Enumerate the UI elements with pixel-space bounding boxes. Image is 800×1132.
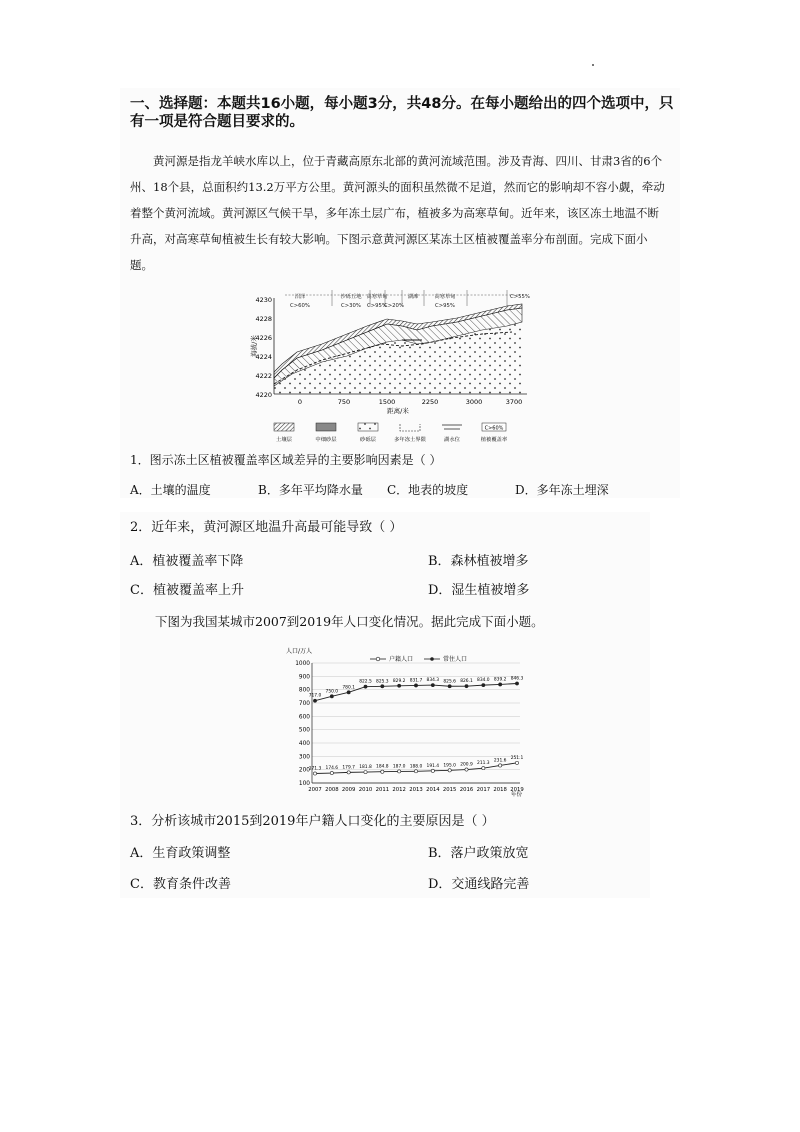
x-axis-label: 距离/米 [387, 407, 409, 415]
y-tick-label: 800 [298, 687, 310, 694]
population-line-chart [282, 645, 530, 800]
x-tick-label: 2014 [426, 787, 440, 793]
data-point [381, 685, 384, 688]
data-point [381, 770, 384, 773]
q2-option-d[interactable]: D．湿生植被增多 [428, 583, 530, 598]
y-tick-label: 1000 [295, 661, 310, 667]
x-tick-label: 2010 [358, 787, 373, 793]
x-tick-label: 3700 [505, 398, 523, 406]
x-tick-label: 2250 [421, 398, 439, 406]
x-tick-label: 2011 [375, 787, 390, 793]
y-tick-label: 900 [298, 674, 310, 681]
data-label: 179.7 [342, 765, 355, 771]
passage-yellow-river-source: 黄河源是指龙羊峡水库以上，位于青藏高原东北部的黄河流域范围。涉及青海、四川、甘肃3省的6个州、18个县，总面积约13.2万平方公里。黄河源头的面积虽然微不足道，然而它的影响却不容小觑，牵动着整个黄河流域。黄河源区气候干旱，多年冻土层广布，植被多为高寒草甸。近年来，该区冻土地温不断升高，对高寒草甸植被生长有较大影响。下图示意黄河源区某冻土区植被覆盖率分布剖面。完成下面小题。 [130, 154, 665, 272]
data-point [499, 683, 502, 686]
data-label: 200.9 [460, 762, 473, 768]
y-tick-label: 300 [298, 754, 310, 761]
data-point [499, 764, 502, 767]
data-label: 822.5 [359, 679, 372, 685]
data-point [414, 684, 417, 687]
data-point [347, 691, 350, 694]
y-tick-label: 4222 [255, 372, 272, 380]
zone-cover: C>95% [435, 303, 455, 309]
q1-option-d[interactable]: D．多年冻土埋深 [515, 483, 609, 497]
legend-label: 中细砂层 [315, 437, 337, 443]
x-tick-label: 2015 [442, 787, 457, 793]
data-label: 188.0 [409, 764, 423, 770]
y-tick-label: 4230 [255, 296, 272, 304]
data-label: 846.3 [510, 676, 524, 682]
legend-series-2: 常住人口 [443, 656, 468, 663]
q3-option-b[interactable]: B．落户政策放宽 [428, 846, 529, 861]
y-tick-label: 400 [298, 741, 310, 747]
zone-name: C>20% [384, 303, 404, 309]
question-3-stem: 3．分析该城市2015到2019年户籍人口变化的主要原因是（ ） [130, 814, 495, 829]
data-point [313, 699, 316, 702]
x-tick-label: 2012 [392, 787, 406, 793]
x-tick-label: 2019 [510, 787, 524, 793]
data-point [313, 772, 316, 775]
question-2-stem: 2．近年来，黄河源区地温升高最可能导致（ ） [130, 520, 403, 535]
x-tick-label: 2013 [409, 787, 423, 793]
data-label: 717.0 [308, 693, 322, 699]
data-point [482, 767, 485, 770]
data-label: 184.8 [376, 764, 389, 770]
legend-label: 土壤层 [276, 437, 292, 443]
y-tick-label: 4226 [255, 334, 272, 342]
q3-option-d[interactable]: D．交通线路完善 [428, 877, 530, 892]
data-label: 834.3 [426, 678, 440, 684]
legend-label: 湖水位 [444, 437, 460, 443]
zone-cover: C>60% [290, 303, 310, 309]
data-label: 174.6 [325, 766, 339, 772]
zone-header [285, 290, 530, 309]
passage-population: 下图为我国某城市2007到2019年人口变化情况。据此完成下面小题。 [155, 614, 544, 629]
legend-label: 砂砾层 [360, 437, 376, 443]
chart-y-axis-label: 人口/万人 [286, 648, 313, 655]
data-point [364, 770, 367, 773]
data-label: 251.1 [510, 755, 524, 761]
svg-text:海拔/米: 海拔/米 [250, 335, 258, 357]
data-label: 187.0 [392, 764, 406, 770]
y-tick-label: 700 [298, 701, 310, 707]
y-tick-label: 100 [298, 781, 310, 787]
data-point [482, 684, 485, 687]
legend-label: 多年冻土界限 [394, 437, 426, 443]
data-point [448, 685, 451, 688]
zone-name: 高寒草甸 [366, 294, 388, 300]
data-point [330, 771, 333, 774]
data-point [330, 695, 333, 698]
data-point [515, 761, 518, 764]
zone-name: C>55% [510, 294, 530, 300]
y-tick-label: 4224 [255, 353, 272, 361]
data-label: 834.0 [477, 678, 490, 684]
q2-option-b[interactable]: B．森林植被增多 [428, 554, 529, 569]
y-tick-label: 500 [298, 727, 310, 734]
data-label: 191.4 [426, 763, 440, 769]
data-point [431, 769, 434, 772]
data-label: 195.0 [443, 763, 456, 769]
y-tick-label: 4228 [255, 315, 272, 323]
data-point [398, 770, 401, 773]
x-tick-label: 0 [297, 398, 303, 406]
q3-option-a[interactable]: A．生育政策调整 [130, 846, 231, 861]
zone-cover: C>95% [367, 303, 387, 309]
data-label: 829.2 [392, 678, 406, 684]
zone-name: 湖滩 [407, 294, 419, 300]
legend-sample: C>60% [484, 425, 504, 432]
q2-option-c[interactable]: C．植被覆盖率上升 [130, 583, 244, 598]
zone-cover: C>30% [341, 303, 361, 309]
x-tick-label: 3000 [465, 398, 483, 406]
data-point [431, 683, 434, 686]
y-tick-label: 4220 [255, 391, 272, 399]
x-tick-label: 2018 [493, 787, 507, 793]
q3-option-c[interactable]: C．教育条件改善 [130, 877, 231, 892]
zone-name: 沼泽 [294, 294, 306, 300]
x-tick-label: 750 [337, 398, 351, 406]
data-label: 839.2 [493, 677, 507, 683]
data-label: 231.6 [493, 758, 507, 764]
data-point [465, 685, 468, 688]
data-point [414, 770, 417, 773]
y-tick-label: 600 [298, 714, 310, 721]
q1-option-c[interactable]: C．地表的坡度 [387, 483, 469, 497]
x-tick-label: 2016 [459, 787, 474, 793]
profile-legend [274, 423, 508, 443]
data-point [448, 769, 451, 772]
data-label: 825.6 [443, 679, 456, 685]
data-label: 831.7 [409, 678, 423, 684]
data-point [398, 684, 401, 687]
x-ticks [298, 398, 522, 406]
scan-speck [592, 64, 594, 66]
data-label: 211.3 [477, 761, 490, 767]
data-label: 826.1 [460, 679, 473, 685]
q2-option-a[interactable]: A．植被覆盖率下降 [130, 554, 244, 569]
data-label: 750.0 [325, 689, 339, 695]
x-tick-label: 2007 [308, 787, 322, 793]
data-point [364, 685, 367, 688]
x-tick-label: 2017 [476, 787, 491, 793]
data-point [347, 771, 350, 774]
data-point [515, 682, 518, 685]
zone-name: 沙砾丘地 [340, 294, 362, 300]
x-tick-label: 2008 [325, 787, 339, 793]
chart-x-axis-label: 年份 [510, 792, 522, 798]
data-label: 181.8 [359, 765, 372, 771]
frozen-soil-profile-diagram [252, 286, 542, 448]
q1-option-b[interactable]: B．多年平均降水量 [258, 483, 363, 497]
question-1-stem: 1．图示冻土区植被覆盖率区域差异的主要影响因素是（ ） [130, 453, 442, 467]
x-tick-label: 2009 [341, 787, 356, 793]
section-heading: 一、选择题：本题共16小题，每小题3分，共48分。在每小题给出的四个选项中，只有一项是符合题目要求的。 [130, 96, 674, 130]
legend-label: 植被覆盖率 [480, 437, 508, 443]
data-label: 825.3 [376, 679, 389, 685]
data-label: 171.3 [308, 766, 322, 772]
q1-option-a[interactable]: A．土壤的温度 [130, 483, 211, 497]
chart-legend [370, 655, 467, 663]
y-tick-label: 200 [298, 767, 310, 774]
x-tick-label: 1500 [378, 398, 396, 406]
data-label: 780.1 [342, 685, 355, 691]
legend-series-1: 户籍人口 [389, 656, 414, 663]
zone-name: 高寒草甸 [434, 294, 456, 300]
data-point [465, 768, 468, 771]
